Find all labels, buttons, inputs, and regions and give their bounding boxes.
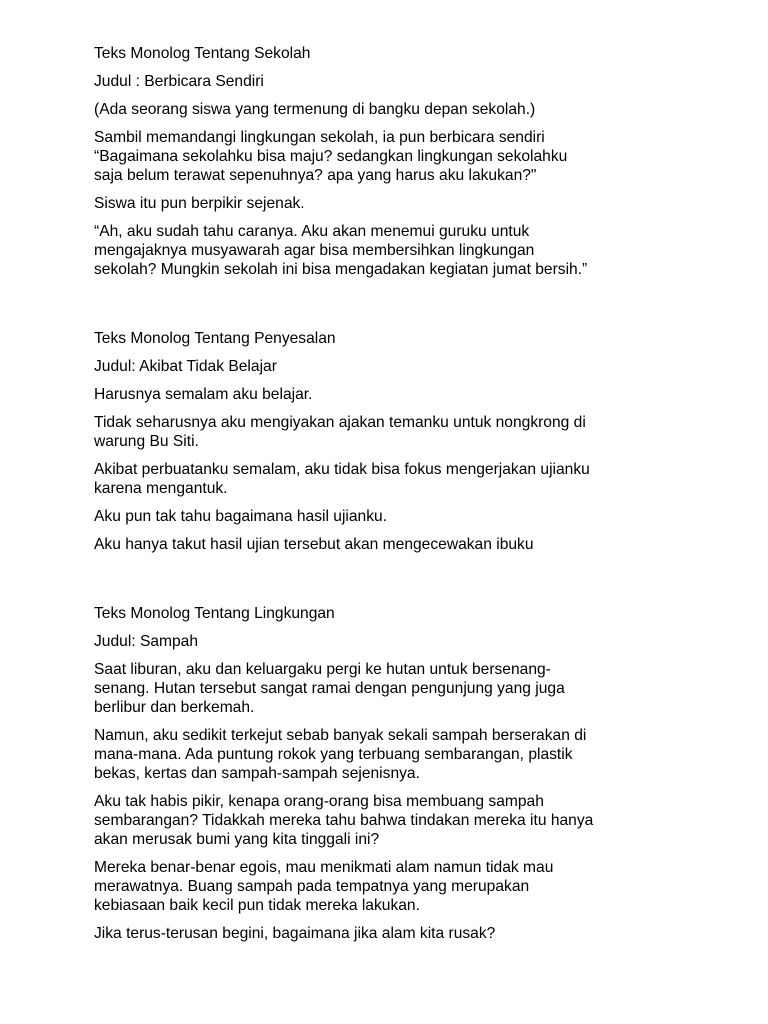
paragraph: Aku hanya takut hasil ujian tersebut akan mengecewakan ibuku	[94, 536, 534, 553]
paragraph: “Ah, aku sudah tahu caranya. Aku akan menemui guruku untuk mengajaknya musyawarah agar bisa membersihkan lingkungan sekolah? Mungkin sekolah ini bisa mengadakan kegiatan jumat bersih.”	[94, 223, 588, 278]
paragraph: Akibat perbuatanku semalam, aku tidak bisa fokus mengerjakan ujianku karena mengantuk.	[94, 461, 590, 497]
paragraph: Aku pun tak tahu bagaimana hasil ujianku.	[94, 508, 388, 525]
paragraph: Saat liburan, aku dan keluargaku pergi ke hutan untuk bersenang- senang. Hutan tersebut sangat ramai dengan pengunjung yang juga berlibur dan berkemah.	[94, 661, 565, 716]
paragraph: Mereka benar-benar egois, mau menikmati alam namun tidak mau merawatnya. Buang sampah pada tempatnya yang merupakan kebiasaan baik kecil pun tidak mereka lakukan.	[94, 859, 554, 914]
paragraph: Sambil memandangi lingkungan sekolah, ia pun berbicara sendiri “Bagaimana sekolahku bisa maju? sedangkan lingkungan sekolahku saja belum terawat sepenuhnya? apa yang harus aku lakukan?"	[94, 129, 568, 184]
section-lingkungan	[94, 604, 694, 943]
section-penyesalan	[94, 329, 694, 554]
section-title: Teks Monolog Tentang Lingkungan	[94, 605, 335, 622]
paragraph: Siswa itu pun berpikir sejenak.	[94, 195, 305, 212]
paragraph: Jika terus-terusan begini, bagaimana jika alam kita rusak?	[94, 925, 496, 942]
section-subtitle: Judul : Berbicara Sendiri	[94, 73, 264, 90]
paragraph: (Ada seorang siswa yang termenung di bangku depan sekolah.)	[94, 101, 536, 118]
paragraph: Namun, aku sedikit terkejut sebab banyak sekali sampah berserakan di mana-mana. Ada puntung rokok yang terbuang sembarangan, plastik bekas, kertas dan sampah-sampah sejenisnya.	[94, 727, 587, 782]
paragraph: Harusnya semalam aku belajar.	[94, 386, 313, 403]
section-title: Teks Monolog Tentang Sekolah	[94, 45, 311, 62]
paragraph: Aku tak habis pikir, kenapa orang-orang bisa membuang sampah sembarangan? Tidakkah mereka tahu bahwa tindakan mereka itu hanya akan merusak bumi yang kita tinggali ini?	[94, 793, 594, 848]
section-sekolah	[94, 44, 694, 279]
section-subtitle: Judul: Akibat Tidak Belajar	[94, 358, 277, 375]
paragraph: Tidak seharusnya aku mengiyakan ajakan temanku untuk nongkrong di warung Bu Siti.	[94, 414, 586, 450]
section-title: Teks Monolog Tentang Penyesalan	[94, 330, 336, 347]
document-page	[94, 44, 694, 952]
section-subtitle: Judul: Sampah	[94, 633, 199, 650]
